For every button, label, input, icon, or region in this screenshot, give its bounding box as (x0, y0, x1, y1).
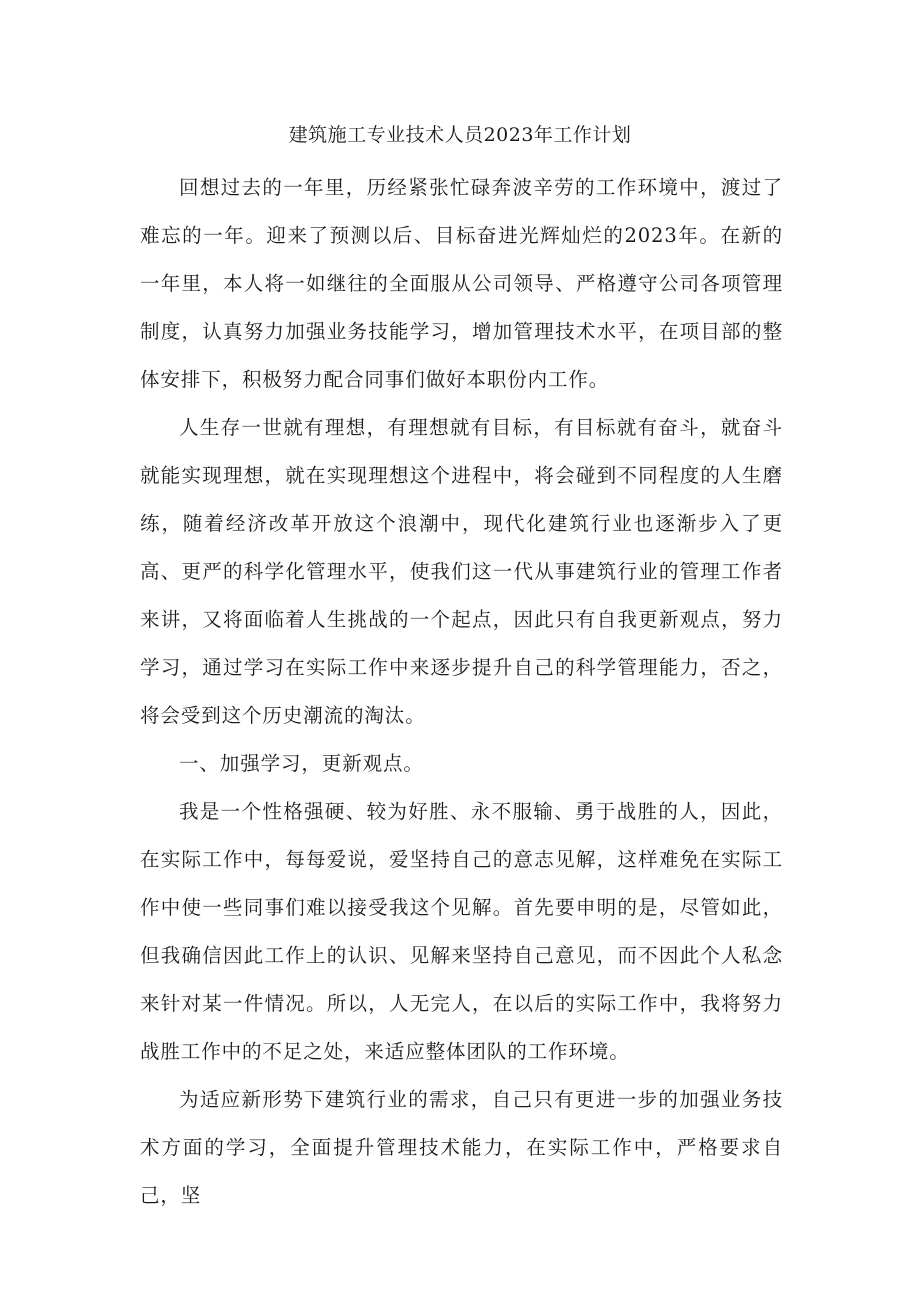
document-body (140, 164, 783, 1220)
section-heading-strengthen-learning: 一、加强学习，更新观点。 (179, 752, 424, 775)
paragraph-adapt-new-situation: 为适应新形势下建筑行业的需求，自己只有更进一步的加强业务技术方面的学习，全面提升管理技术能力，在实际工作中，严格要求自己，坚 (140, 1088, 783, 1207)
paragraph-personality: 我是一个性格强硬、较为好胜、永不服输、勇于战胜的人，因此，在实际工作中，每每爱说，爱坚持自己的意志见解，这样难免在实际工作中使一些同事们难以接受我这个见解。首先要申明的是，尽管如此，但我确信因此工作上的认识、见解来坚持自己意见，而不因此个人私念来针对某一件情况。所以，人无完人，在以后的实际工作中，我将努力战胜工作中的不足之处，来适应整体团队的工作环境。 (140, 800, 783, 1063)
paragraph-review-past-year: 回想过去的一年里，历经紧张忙碌奔波辛劳的工作环境中，渡过了难忘的一年。迎来了预测以后、目标奋进光辉灿烂的2023年。在新的一年里，本人将一如继往的全面服从公司领导、严格遵守公司各项管理制度，认真努力加强业务技能学习，增加管理技术水平，在项目部的整体安排下，积极努力配合同事们做好本职份内工作。 (140, 176, 783, 391)
paragraph-life-ideals: 人生存一世就有理想，有理想就有目标，有目标就有奋斗，就奋斗就能实现理想，就在实现理想这个进程中，将会碰到不同程度的人生磨练，随着经济改革开放这个浪潮中，现代化建筑行业也逐渐步入了更高、更严的科学化管理水平，使我们这一代从事建筑行业的管理工作者来讲，又将面临着人生挑战的一个起点，因此只有自我更新观点，努力学习，通过学习在实际工作中来逐步提升自己的科学管理能力，否之，将会受到这个历史潮流的淘汰。 (140, 416, 783, 727)
document-title: 建筑施工专业技术人员2023年工作计划 (288, 124, 632, 146)
